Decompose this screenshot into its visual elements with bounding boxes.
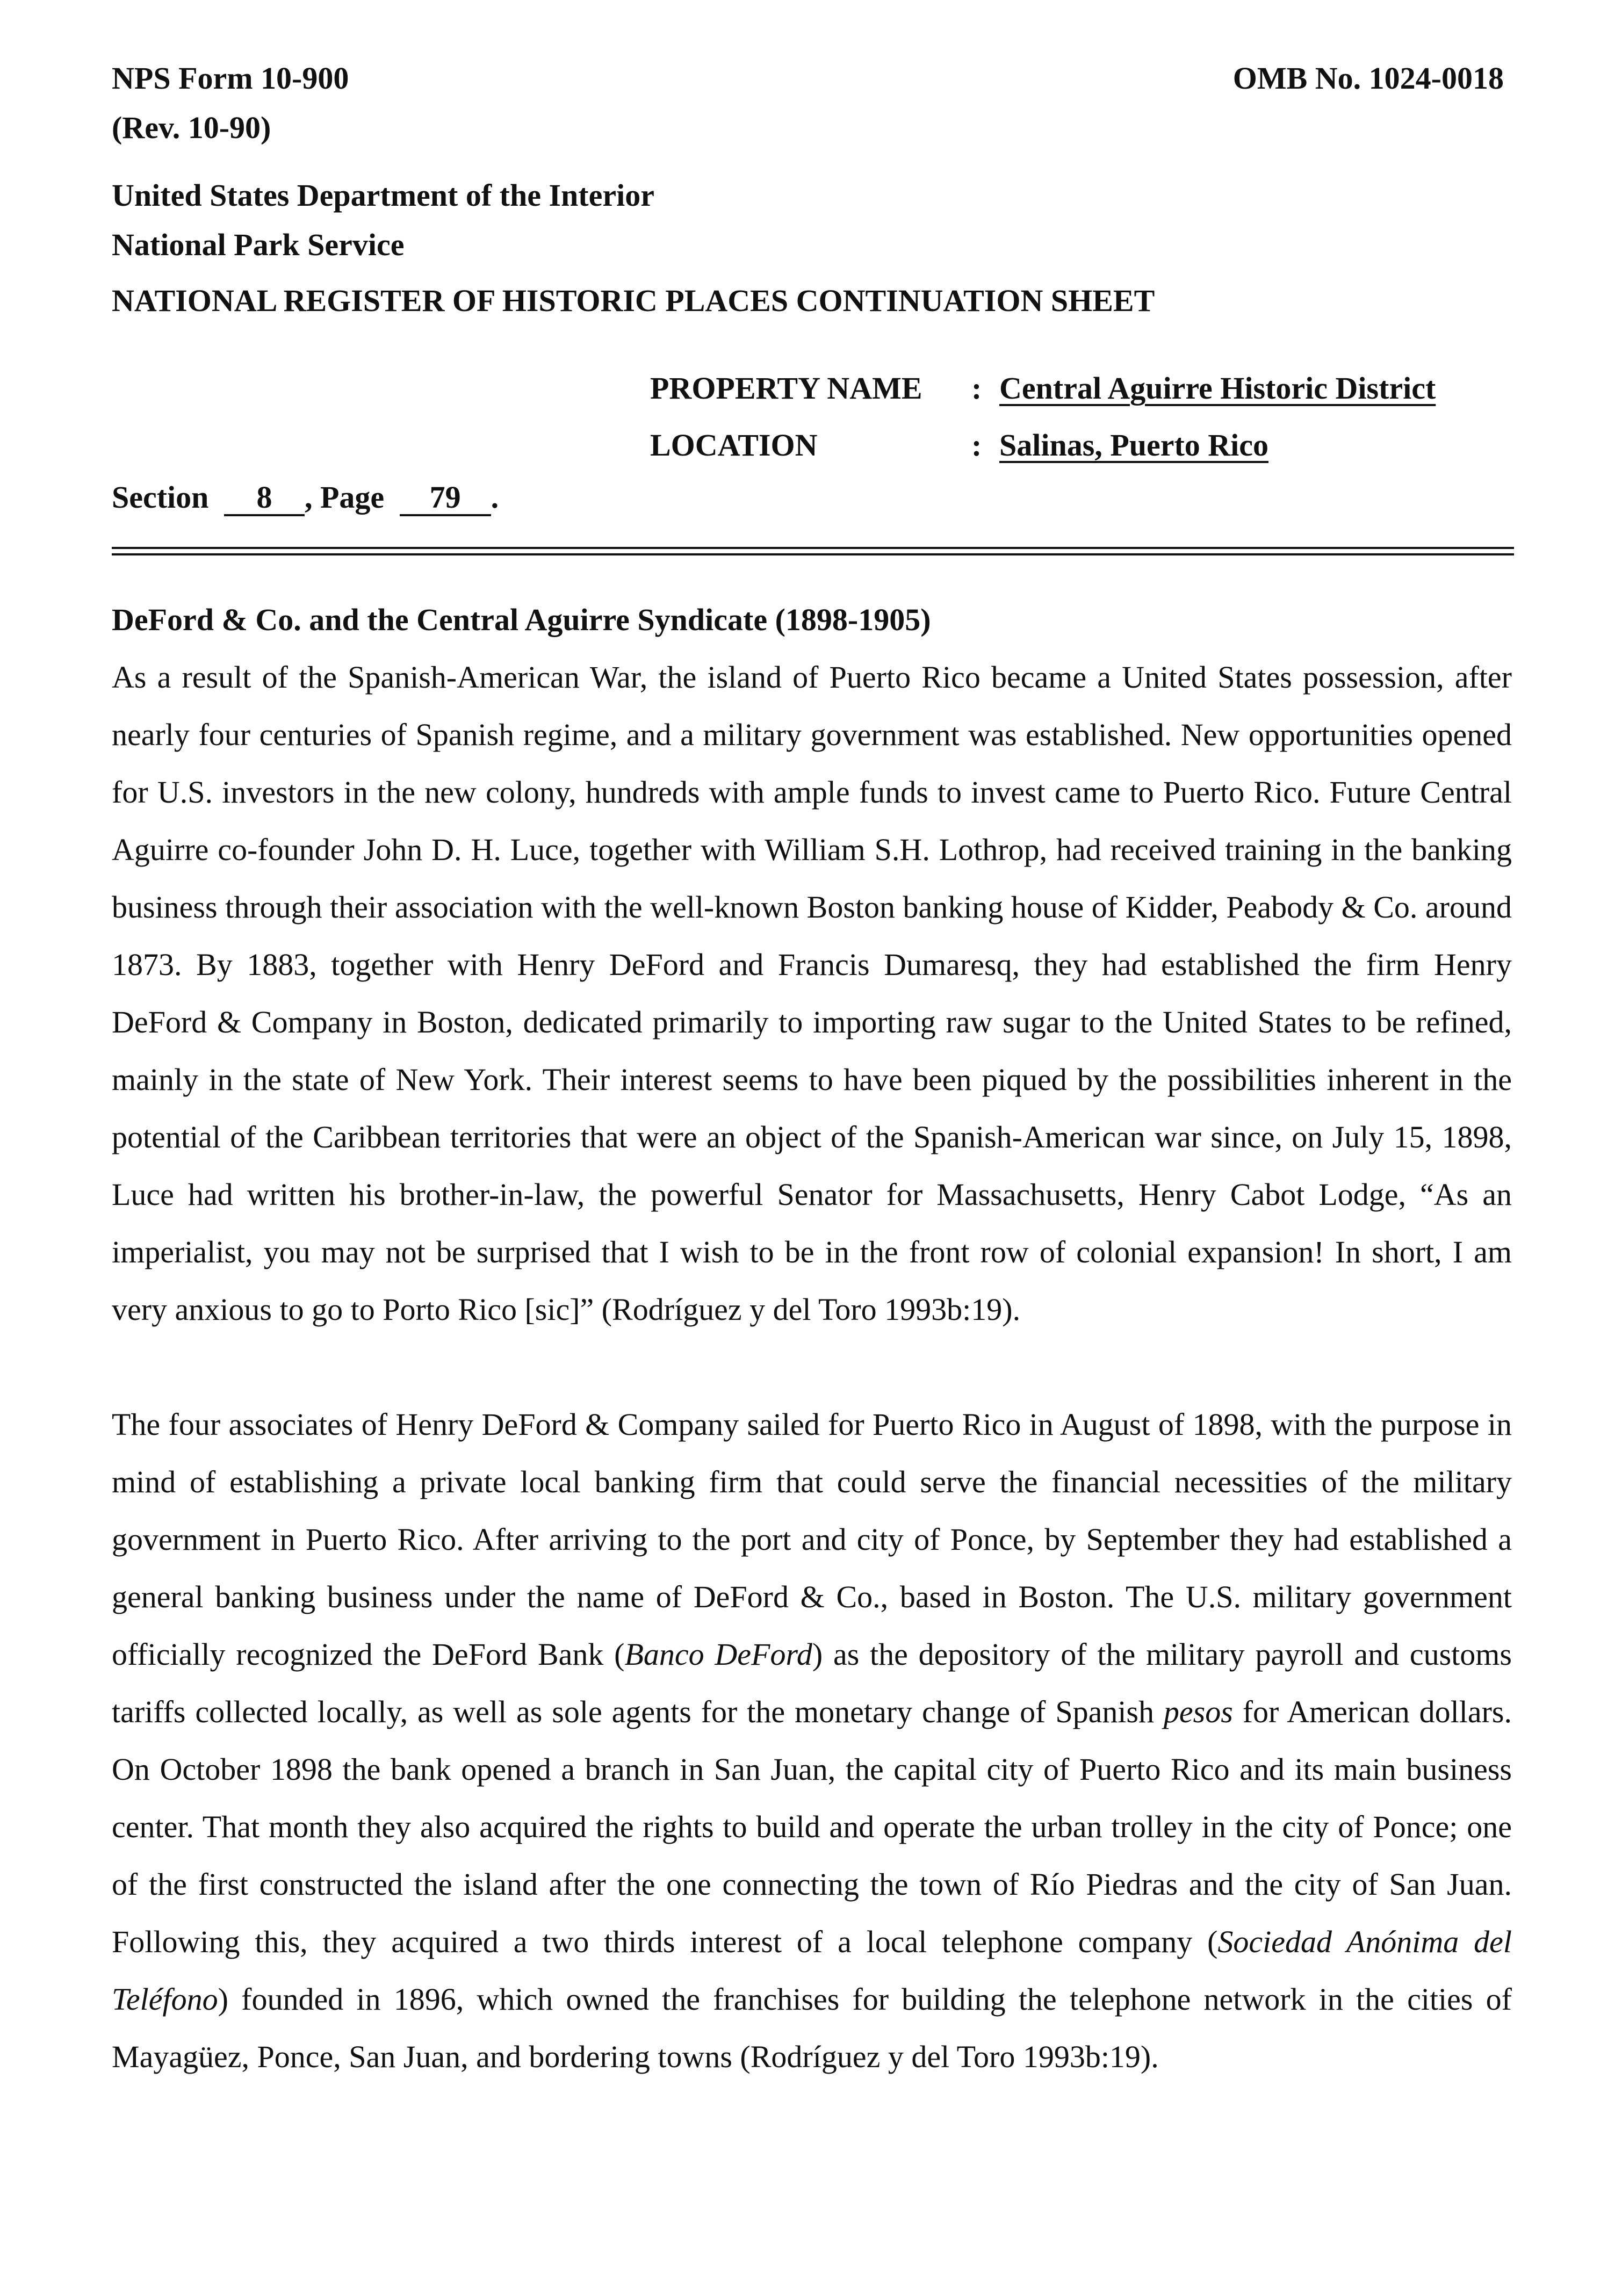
paragraph-2 bbox=[112, 1396, 1512, 2085]
section-page-line: Section 8 , Page 79 . bbox=[112, 479, 499, 516]
section-number: 8 bbox=[224, 481, 305, 516]
department-name: United States Department of the Interior bbox=[112, 178, 654, 213]
paragraph-2-italic-banco: Banco DeFord bbox=[624, 1637, 812, 1672]
form-number: NPS Form 10-900 bbox=[112, 61, 349, 96]
omb-number: OMB No. 1024-0018 bbox=[1232, 61, 1504, 96]
document-body bbox=[112, 591, 1512, 2085]
property-info bbox=[650, 360, 1436, 474]
section-heading: DeFord & Co. and the Central Aguirre Syndicate (1898-1905) bbox=[112, 602, 931, 637]
location-row bbox=[650, 417, 1436, 474]
location-label: LOCATION bbox=[650, 428, 818, 463]
location-colon: : bbox=[971, 428, 982, 463]
paragraph-2-italic-sociedad: Sociedad Anónima del Teléfono bbox=[112, 1924, 1512, 2017]
location-value: Salinas, Puerto Rico bbox=[999, 428, 1269, 463]
paragraph-2-italic-pesos: pesos bbox=[1163, 1694, 1233, 1729]
agency-name: National Park Service bbox=[112, 227, 405, 262]
paragraph-1: As a result of the Spanish-American War, the island of Puerto Rico became a United States possession, after nearly four centuries of Spanish regime, and a military government was established. New opportunities opened for U.S. investors in the new colony, hundreds with ample funds to invest came to Puerto Rico. Future Central Aguirre co-founder John D. H. Luce, together with William S.H. Lothrop, had received training in the banking business through their association with the well-known Boston banking house of Kidder, Peabody & Co. around 1873. By 1883, together with Henry DeFord and Francis Dumaresq, they had established the firm Henry DeFord & Company in Boston, dedicated primarily to importing raw sugar to the United States to be refined, mainly in the state of New York. Their interest seems to have been piqued by the possibilities inherent in the potential of the Caribbean territories that were an object of the Spanish-American war since, on July 15, 1898, Luce had written his brother-in-law, the powerful Senator for Massachusetts, Henry Cabot Lodge, “As an imperialist, you may not be surprised that I wish to be in the front row of colonial expansion! In short, I am very anxious to go to Porto Rico [sic]” (Rodríguez y del Toro 1993b:19). bbox=[112, 660, 1512, 1327]
agency-block bbox=[112, 171, 654, 270]
divider-bottom bbox=[112, 553, 1514, 555]
paragraph-2-text-d: ) founded in 1896, which owned the franchises for building the telephone network in the cities of Mayagüez, Ponce, San Juan, and bordering towns (Rodríguez y del Toro 1993b:19). bbox=[112, 1982, 1512, 2074]
page-number: 79 bbox=[400, 481, 491, 516]
section-label: Section bbox=[112, 480, 209, 515]
paragraph-2-text-c: for American dollars. On October 1898 the bank opened a branch in San Juan, the capital city of Puerto Rico and its main business center. That month they also acquired the rights to build and operate the urban trolley in the city of Ponce; one of the first constructed the island after the one connecting the town of Río Piedras and the city of San Juan. Following this, they acquired a two thirds interest of a local telephone company ( bbox=[112, 1694, 1512, 1959]
property-name-colon: : bbox=[971, 371, 982, 406]
paragraph-2-text-a: The four associates of Henry DeFord & Company sailed for Puerto Rico in August of 1898, with the purpose in mind of establishing a private local banking firm that could serve the financial necessities of the military government in Puerto Rico. After arriving to the port and city of Ponce, by September they had established a general banking business under the name of DeFord & Co., based in Boston. The U.S. military government officially recognized the DeFord Bank ( bbox=[112, 1407, 1512, 1672]
form-revision: (Rev. 10-90) bbox=[112, 110, 271, 145]
page-label: Page bbox=[320, 480, 385, 515]
form-identifier bbox=[112, 54, 349, 153]
property-name-row bbox=[650, 360, 1436, 417]
property-name-value: Central Aguirre Historic District bbox=[999, 371, 1436, 406]
paragraph-2-text-b: ) as the depository of the military payroll and customs tariffs collected locally, as well as sole agents for the monetary change of Spanish bbox=[112, 1637, 1512, 1729]
register-title: NATIONAL REGISTER OF HISTORIC PLACES CONTINUATION SHEET bbox=[112, 283, 1155, 318]
property-name-label: PROPERTY NAME bbox=[650, 371, 922, 406]
divider-top bbox=[112, 547, 1514, 549]
